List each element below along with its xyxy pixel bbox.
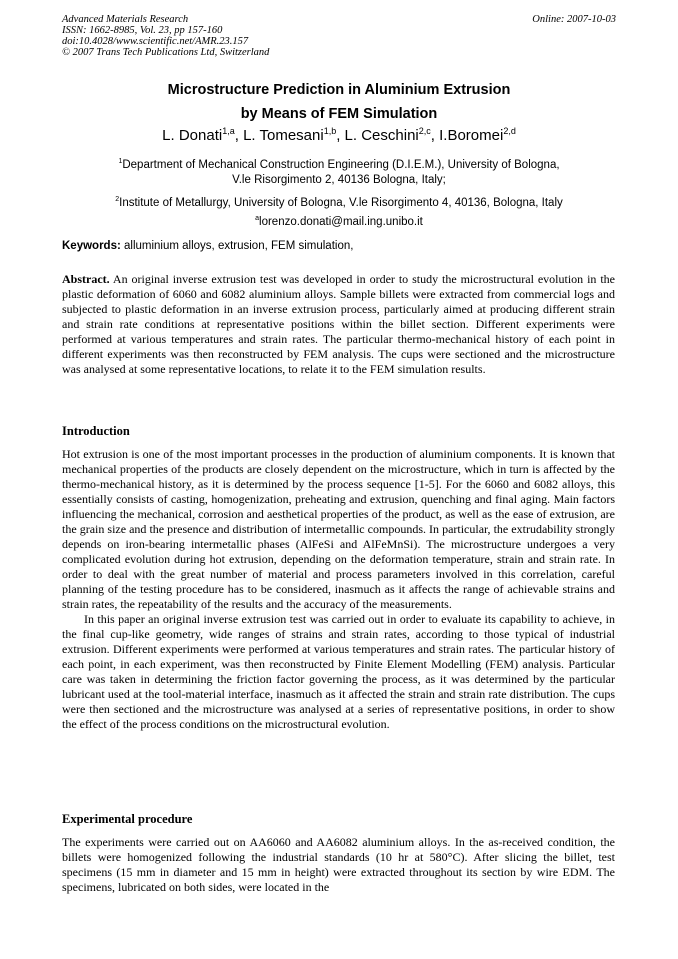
- paragraph: The experiments were carried out on AA6060 and AA6082 aluminium alloys. In the as-received condition, the billets were homogenized following the industrial standards (10 hr at 580°C). After slicing the billet, test specimens (15 mm in diameter and 15 mm in height) were extracted throughout its section by wire EDM. The specimens, lubricated on both sides, were located in the: [62, 835, 615, 894]
- title-line-1: Microstructure Prediction in Aluminium Extrusion: [167, 82, 511, 98]
- doi-line: doi:10.4028/www.scientific.net/AMR.23.157: [62, 36, 249, 47]
- introduction-body: [62, 447, 615, 732]
- author: L. Tomesani$^{1,b}$,: [243, 126, 345, 144]
- keywords: Keywords: alluminium alloys, extrusion, FEM simulation,: [62, 240, 354, 252]
- author: I.Boromei$^{2,d}$: [439, 126, 516, 144]
- paragraph: In this paper an original inverse extrusion test was carried out in order to evaluate its capability to achieve, in the final cup-like geometry, wide ranges of strains and strain rates, according to those typical of industrial extrusion. Different experiments were performed at various temperatures and strain rates. The particular history of each point, in each experiment, was then reconstructed by Finite Element Modelling (FEM) analysis. Particular care was taken in determining the friction factor governing the process, as it was determined by the particular lubricant used at the tool-material interface, inasmuch as it affected the strain and strain rate distribution. The cups were then sectioned and the microstructure was analysed at a series of representative positions, in order to show the effect of the process conditions on the microstructural evolution.: [62, 612, 615, 731]
- journal-name: Advanced Materials Research: [62, 14, 189, 25]
- journal-header: [62, 14, 269, 58]
- author-list: [0, 126, 678, 144]
- abstract-label: Abstract.: [62, 272, 110, 286]
- experimental-body: [62, 835, 615, 895]
- author-email: $^a$lorenzo.donati@mail.ing.unibo.it: [255, 215, 423, 228]
- abstract-text: An original inverse extrusion test was developed in order to study the microstructural evolution in the plastic deformation of 6060 and 6082 aluminium alloys. Sample billets were extracted from commercial logs and subjected to plastic deformation in an inverse extrusion process, particularly aimed at producing different strain and strain rate conditions at representative positions within the billet section. Different experiments were performed at various temperatures and strain rates. The particular thermo-mechanical history of each point in different experiments was then reconstructed by FEM analysis. The cups were sectioned and the microstructure was analysed at some representative locations, to relate it to the FEM simulation results.: [62, 272, 615, 376]
- paragraph: Hot extrusion is one of the most important processes in the production of aluminium components. It is known that mechanical properties of the products are closely dependent on the microstructure, which in turn is affected by the thermo-mechanical history, as it is determined by the process sequence [1-5]. For the 6060 and 6082 alloys, this essentially consists of casting, homogenization, preheating and extrusion, quenching and final aging. Main factors influencing the mechanical, corrosion and aesthetical properties of the product, as well as the ease of extrusion, are the grain size and the presence and distribution of intermetallic compounds. In particular, the extrudability strongly depends on iron-bearing intermetallic phases (AlFeSi and AlFeMnSi). The microstructure undergoes a very complicated evolution during hot extrusion, depending on the deformation temperature, strain and strain rate. In order to deal with the great number of material and process parameters involved in this correlation, careful planning of the testing procedure has to be considered, inasmuch as it affects the range of achievable strains and strain rates, the repeatability of the results and the accuracy of the measurements.: [62, 447, 615, 611]
- author: L. Ceschini$^{2,c}$,: [344, 126, 440, 144]
- affiliation-2: $^2$Institute of Metallurgy, University of Bologna, V.le Risorgimento 4, 40136, Bologna, Italy $^a$lorenzo.donati@mail.ing.unibo.it: [0, 192, 678, 230]
- abstract: [62, 272, 615, 377]
- author: L. Donati$^{1,a}$,: [162, 126, 244, 144]
- section-heading-experimental: Experimental procedure: [62, 812, 193, 826]
- issn-line: ISSN: 1662-8985, Vol. 23, pp 157-160: [62, 25, 223, 36]
- section-heading-introduction: Introduction: [62, 424, 130, 438]
- title-line-2: by Means of FEM Simulation: [240, 106, 438, 122]
- online-date: Online: 2007-10-03: [532, 14, 616, 25]
- affiliation-1: $^1$Department of Mechanical Construction Engineering (D.I.E.M.), University of Bologna, V.le Risorgimento 2, 40136 Bologna, Italy;: [118, 158, 560, 186]
- copyright-line: © 2007 Trans Tech Publications Ltd, Switzerland: [62, 47, 270, 58]
